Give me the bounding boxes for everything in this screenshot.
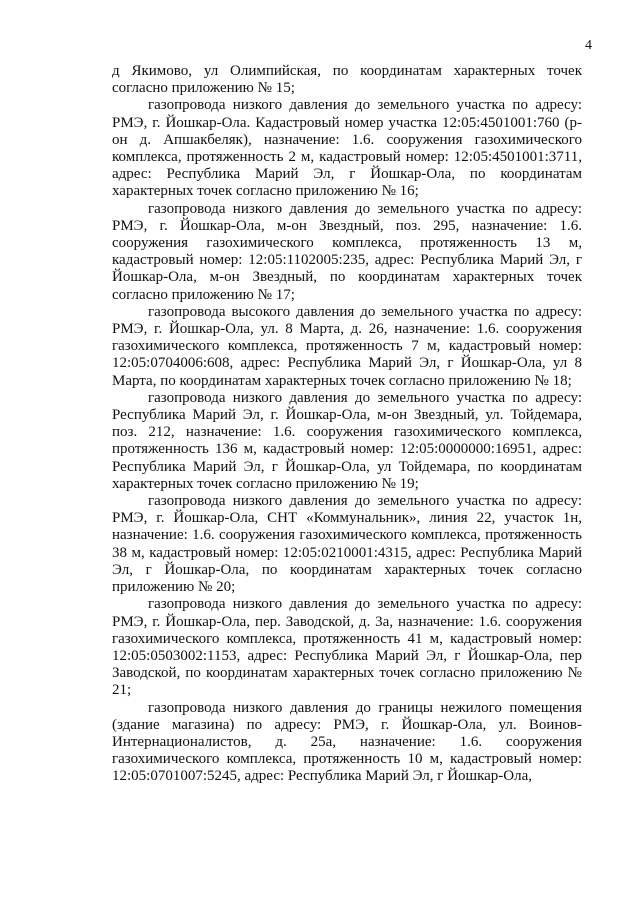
document-body [112, 63, 582, 786]
paragraph: д Якимово, ул Олимпийская, по координатам характерных точек согласно приложению № 15; [112, 63, 582, 97]
paragraph: газопровода низкого давления до земельного участка по адресу: РМЭ, г. Йошкар-Ола, пер. Заводской, д. 3а, назначение: 1.6. сооружения газохимического комплекса, протяженность 41 м, кадастровый номер: 12:05:0503002:1153, адрес: Республика Марий Эл, г Йошкар-Ола, пер Заводской, по координатам характерных точек согласно приложению № 21; [112, 596, 582, 699]
paragraph: газопровода высокого давления до земельного участка по адресу: РМЭ, г. Йошкар-Ола, ул. 8 Марта, д. 26, назначение: 1.6. сооружения газохимического комплекса, протяженность 7 м, кадастровый номер: 12:05:0704006:608, адрес: Республика Марий Эл, г Йошкар-Ола, ул 8 Марта, по координатам характерных точек согласно приложению № 18; [112, 303, 582, 389]
paragraph: газопровода низкого давления до земельного участка по адресу: РМЭ, г. Йошкар-Ола, м-он Звездный, поз. 295, назначение: 1.6. сооружения газохимического комплекса, протяженность 13 м, кадастровый номер: 12:05:1102005:235, адрес: Республика Марий Эл, г Йошкар-Ола, м-он Звездный, по координатам характерных точек согласно приложению № 17; [112, 200, 582, 303]
paragraph: газопровода низкого давления до земельного участка по адресу: РМЭ, г. Йошкар-Ола. Кадастровый номер участка 12:05:4501001:760 (р-он д. Апшакбеляк), назначение: 1.6. сооружения газохимического комплекса, протяженность 2 м, кадастровый номер: 12:05:4501001:3711, адрес: Республика Марий Эл, г Йошкар-Ола, по координатам характерных точек согласно приложению № 16; [112, 97, 582, 200]
page-number: 4 [585, 38, 592, 53]
paragraph: газопровода низкого давления до земельного участка по адресу: РМЭ, г. Йошкар-Ола, СНТ «Коммунальник», линия 22, участок 1н, назначение: 1.6. сооружения газохимического комплекса, протяженность 38 м, кадастровый номер: 12:05:0210001:4315, адрес: Республика Марий Эл, г Йошкар-Ола, по координатам характерных точек согласно приложению № 20; [112, 493, 582, 596]
paragraph: газопровода низкого давления до границы нежилого помещения (здание магазина) по адресу: РМЭ, г. Йошкар-Ола, ул. Воинов-Интернационалистов, д. 25а, назначение: 1.6. сооружения газохимического комплекса, протяженность 10 м, кадастровый номер: 12:05:0701007:5245, адрес: Республика Марий Эл, г Йошкар-Ола, [112, 699, 582, 785]
paragraph: газопровода низкого давления до земельного участка по адресу: Республика Марий Эл, г. Йошкар-Ола, м-он Звездный, ул. Тойдемара, поз. 212, назначение: 1.6. сооружения газохимического комплекса, протяженность 136 м, кадастровый номер: 12:05:0000000:16951, адрес: Республика Марий Эл, г Йошкар-Ола, ул Тойдемара, по координатам характерных точек согласно приложению № 19; [112, 389, 582, 492]
